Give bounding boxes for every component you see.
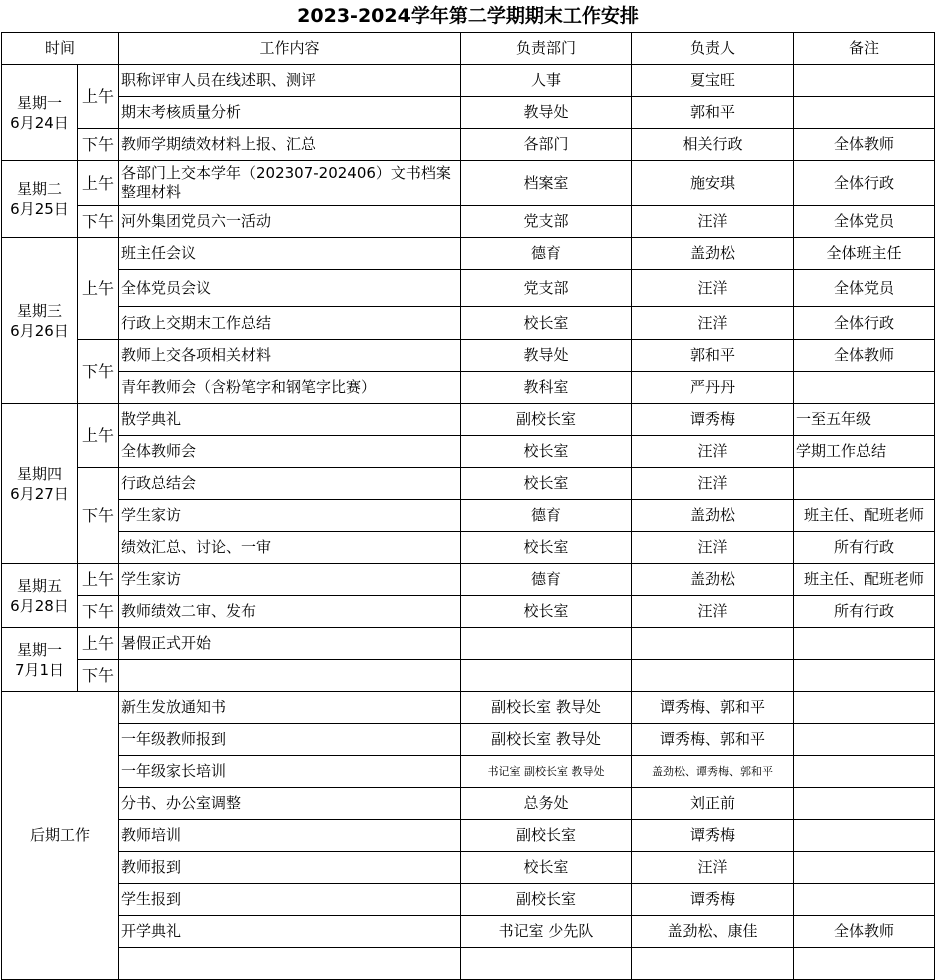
person-cell: 夏宝旺 bbox=[632, 65, 794, 97]
day-cell bbox=[2, 161, 78, 238]
pm-cell: 下午 bbox=[78, 660, 119, 692]
person-cell: 谭秀梅 bbox=[632, 820, 794, 852]
day-date: 7月1日 bbox=[14, 660, 65, 679]
day-name: 星期二 bbox=[16, 180, 62, 198]
content-cell: 学生家访 bbox=[119, 564, 461, 596]
dept-cell: 校长室 bbox=[461, 436, 632, 468]
dept-cell bbox=[461, 628, 632, 660]
table-row bbox=[2, 500, 935, 532]
person-cell: 谭秀梅、郭和平 bbox=[632, 692, 794, 724]
am-cell: 上午 bbox=[78, 161, 119, 206]
note-cell bbox=[794, 628, 935, 660]
dept-cell: 校长室 bbox=[461, 468, 632, 500]
note-cell bbox=[794, 852, 935, 884]
person-cell bbox=[632, 628, 794, 660]
header-note: 备注 bbox=[794, 33, 935, 65]
note-cell bbox=[794, 724, 935, 756]
person-cell: 汪洋 bbox=[632, 532, 794, 564]
note-cell: 所有行政 bbox=[794, 532, 935, 564]
content-cell: 一年级家长培训 bbox=[119, 756, 461, 788]
content-cell: 学生报到 bbox=[119, 884, 461, 916]
dept-cell: 各部门 bbox=[461, 129, 632, 161]
dept-cell: 党支部 bbox=[461, 206, 632, 238]
day-cell bbox=[2, 628, 78, 692]
table-row bbox=[2, 404, 935, 436]
day-name: 星期一 bbox=[16, 640, 62, 659]
am-cell: 上午 bbox=[78, 65, 119, 129]
pm-cell: 下午 bbox=[78, 206, 119, 238]
note-cell bbox=[794, 820, 935, 852]
am-cell: 上午 bbox=[78, 628, 119, 660]
dept-cell: 校长室 bbox=[461, 532, 632, 564]
dept-cell: 副校长室 bbox=[461, 884, 632, 916]
page-title: 2023-2024学年第二学期期末工作安排 bbox=[297, 4, 639, 27]
table-row bbox=[2, 340, 935, 372]
table-row bbox=[2, 756, 935, 788]
day-date: 6月28日 bbox=[10, 596, 69, 615]
table-row bbox=[2, 270, 935, 307]
dept-cell: 教导处 bbox=[461, 97, 632, 129]
table-row bbox=[2, 372, 935, 404]
table-row bbox=[2, 948, 935, 980]
content-cell: 暑假正式开始 bbox=[119, 628, 461, 660]
note-cell: 全体党员 bbox=[794, 206, 935, 238]
person-cell: 汪洋 bbox=[632, 436, 794, 468]
note-cell: 所有行政 bbox=[794, 596, 935, 628]
content-cell: 教师学期绩效材料上报、汇总 bbox=[119, 129, 461, 161]
table-row bbox=[2, 206, 935, 238]
table-row bbox=[2, 660, 935, 692]
note-cell: 全体行政 bbox=[794, 161, 935, 206]
content-cell: 职称评审人员在线述职、测评 bbox=[119, 65, 461, 97]
note-cell bbox=[794, 756, 935, 788]
person-cell: 汪洋 bbox=[632, 206, 794, 238]
am-cell: 上午 bbox=[78, 564, 119, 596]
content-cell: 绩效汇总、讨论、一审 bbox=[119, 532, 461, 564]
dept-cell: 副校长室 bbox=[461, 820, 632, 852]
dept-cell: 校长室 bbox=[461, 307, 632, 340]
header-dept: 负责部门 bbox=[461, 33, 632, 65]
dept-cell: 教科室 bbox=[461, 372, 632, 404]
schedule-table bbox=[1, 0, 935, 980]
table-row bbox=[2, 129, 935, 161]
table-row bbox=[2, 820, 935, 852]
header-time: 时间 bbox=[2, 33, 119, 65]
content-cell: 学生家访 bbox=[119, 500, 461, 532]
person-cell: 严丹丹 bbox=[632, 372, 794, 404]
table-row bbox=[2, 724, 935, 756]
content-cell: 教师绩效二审、发布 bbox=[119, 596, 461, 628]
table-row bbox=[2, 307, 935, 340]
content-cell: 分书、办公室调整 bbox=[119, 788, 461, 820]
dept-cell bbox=[461, 660, 632, 692]
person-cell: 汪洋 bbox=[632, 596, 794, 628]
person-cell: 谭秀梅 bbox=[632, 884, 794, 916]
pm-cell: 下午 bbox=[78, 129, 119, 161]
note-cell bbox=[794, 660, 935, 692]
content-cell: 新生发放通知书 bbox=[119, 692, 461, 724]
dept-cell: 人事 bbox=[461, 65, 632, 97]
person-cell: 谭秀梅、郭和平 bbox=[632, 724, 794, 756]
table-row bbox=[2, 916, 935, 948]
person-cell bbox=[632, 948, 794, 980]
dept-cell: 校长室 bbox=[461, 852, 632, 884]
note-cell bbox=[794, 65, 935, 97]
day-cell bbox=[2, 404, 78, 564]
person-cell: 相关行政 bbox=[632, 129, 794, 161]
content-cell: 河外集团党员六一活动 bbox=[119, 206, 461, 238]
note-cell: 一至五年级 bbox=[794, 404, 935, 436]
table-row bbox=[2, 884, 935, 916]
day-name: 星期一 bbox=[16, 93, 62, 112]
person-cell: 盖劲松、谭秀梅、郭和平 bbox=[632, 756, 794, 788]
note-cell bbox=[794, 884, 935, 916]
note-cell: 全体班主任 bbox=[794, 238, 935, 270]
content-cell: 散学典礼 bbox=[119, 404, 461, 436]
table-row bbox=[2, 97, 935, 129]
note-cell: 全体教师 bbox=[794, 129, 935, 161]
table-row bbox=[2, 596, 935, 628]
content-cell: 青年教师会（含粉笔字和钢笔字比赛） bbox=[119, 372, 461, 404]
note-cell bbox=[794, 788, 935, 820]
dept-cell: 德育 bbox=[461, 238, 632, 270]
content-cell: 全体教师会 bbox=[119, 436, 461, 468]
note-cell: 班主任、配班老师 bbox=[794, 564, 935, 596]
header-row bbox=[2, 33, 935, 65]
content-cell: 教师培训 bbox=[119, 820, 461, 852]
note-cell: 学期工作总结 bbox=[794, 436, 935, 468]
person-cell bbox=[632, 660, 794, 692]
day-date: 6月25日 bbox=[10, 200, 69, 218]
day-name: 星期四 bbox=[16, 464, 62, 483]
dept-cell: 党支部 bbox=[461, 270, 632, 307]
header-content: 工作内容 bbox=[119, 33, 461, 65]
person-cell: 盖劲松 bbox=[632, 238, 794, 270]
note-cell bbox=[794, 948, 935, 980]
table-row bbox=[2, 628, 935, 660]
dept-cell: 副校长室 bbox=[461, 404, 632, 436]
person-cell: 谭秀梅 bbox=[632, 404, 794, 436]
note-cell: 全体党员 bbox=[794, 270, 935, 307]
person-cell: 盖劲松、康佳 bbox=[632, 916, 794, 948]
note-cell: 班主任、配班老师 bbox=[794, 500, 935, 532]
table-row bbox=[2, 65, 935, 97]
dept-cell: 书记室 少先队 bbox=[461, 916, 632, 948]
content-cell: 各部门上交本学年（202307-202406）文书档案整理材料 bbox=[119, 161, 461, 206]
person-cell: 郭和平 bbox=[632, 340, 794, 372]
note-cell: 全体教师 bbox=[794, 916, 935, 948]
table-row bbox=[2, 238, 935, 270]
table-row bbox=[2, 161, 935, 206]
dept-cell: 副校长室 教导处 bbox=[461, 692, 632, 724]
content-cell: 期末考核质量分析 bbox=[119, 97, 461, 129]
person-cell: 盖劲松 bbox=[632, 500, 794, 532]
header-person: 负责人 bbox=[632, 33, 794, 65]
dept-cell bbox=[461, 948, 632, 980]
day-date: 6月27日 bbox=[10, 484, 69, 503]
content-cell: 教师报到 bbox=[119, 852, 461, 884]
content-cell: 开学典礼 bbox=[119, 916, 461, 948]
table-row bbox=[2, 564, 935, 596]
table-row bbox=[2, 436, 935, 468]
person-cell: 盖劲松 bbox=[632, 564, 794, 596]
dept-cell: 总务处 bbox=[461, 788, 632, 820]
day-date: 6月26日 bbox=[10, 321, 69, 340]
dept-cell: 德育 bbox=[461, 564, 632, 596]
person-cell: 施安琪 bbox=[632, 161, 794, 206]
content-cell bbox=[119, 660, 461, 692]
person-cell: 郭和平 bbox=[632, 97, 794, 129]
table-row bbox=[2, 852, 935, 884]
day-date: 6月24日 bbox=[10, 113, 69, 132]
content-cell: 行政总结会 bbox=[119, 468, 461, 500]
content-cell: 行政上交期末工作总结 bbox=[119, 307, 461, 340]
person-cell: 刘正前 bbox=[632, 788, 794, 820]
day-cell bbox=[2, 238, 78, 404]
am-cell: 上午 bbox=[78, 404, 119, 468]
table-row bbox=[2, 692, 935, 724]
note-cell bbox=[794, 692, 935, 724]
pm-cell: 下午 bbox=[78, 596, 119, 628]
dept-cell: 副校长室 教导处 bbox=[461, 724, 632, 756]
note-cell bbox=[794, 372, 935, 404]
content-cell: 全体党员会议 bbox=[119, 270, 461, 307]
pm-cell: 下午 bbox=[78, 468, 119, 564]
person-cell: 汪洋 bbox=[632, 307, 794, 340]
note-cell: 全体教师 bbox=[794, 340, 935, 372]
content-cell: 班主任会议 bbox=[119, 238, 461, 270]
dept-cell: 档案室 bbox=[461, 161, 632, 206]
person-cell: 汪洋 bbox=[632, 468, 794, 500]
table-row bbox=[2, 788, 935, 820]
day-name: 星期三 bbox=[16, 301, 62, 320]
note-cell bbox=[794, 97, 935, 129]
content-cell: 教师上交各项相关材料 bbox=[119, 340, 461, 372]
dept-cell: 教导处 bbox=[461, 340, 632, 372]
day-cell bbox=[2, 65, 78, 161]
dept-cell: 德育 bbox=[461, 500, 632, 532]
pm-cell: 下午 bbox=[78, 340, 119, 404]
person-cell: 汪洋 bbox=[632, 852, 794, 884]
am-cell: 上午 bbox=[78, 238, 119, 340]
later-work-cell: 后期工作 bbox=[2, 692, 119, 980]
dept-cell: 书记室 副校长室 教导处 bbox=[461, 756, 632, 788]
day-name: 星期五 bbox=[16, 576, 62, 595]
content-cell: 一年级教师报到 bbox=[119, 724, 461, 756]
person-cell: 汪洋 bbox=[632, 270, 794, 307]
content-cell bbox=[119, 948, 461, 980]
note-cell bbox=[794, 468, 935, 500]
note-cell: 全体行政 bbox=[794, 307, 935, 340]
table-row bbox=[2, 532, 935, 564]
day-cell bbox=[2, 564, 78, 628]
dept-cell: 校长室 bbox=[461, 596, 632, 628]
table-row bbox=[2, 468, 935, 500]
